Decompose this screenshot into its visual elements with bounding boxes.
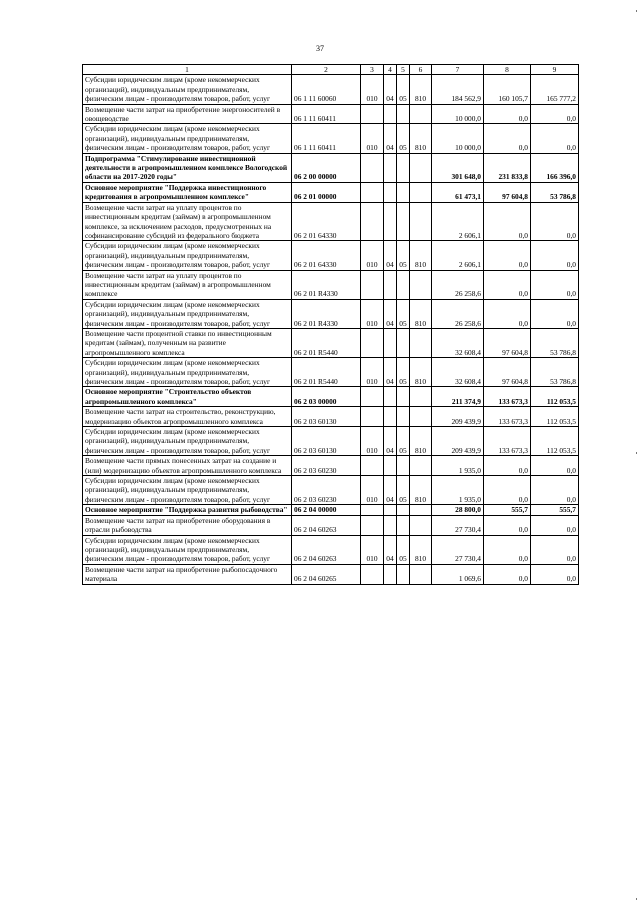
- row-subsection-a: 04: [384, 299, 397, 328]
- row-subsection-b: 05: [397, 124, 410, 153]
- row-section: 010: [361, 535, 384, 564]
- row-value-year-2: 0,0: [484, 456, 531, 476]
- row-subsection-b: [397, 182, 410, 202]
- row-value-year-3: 0,0: [531, 124, 579, 153]
- table-row: [83, 299, 579, 328]
- page-number: 37: [316, 44, 324, 53]
- row-name: Возмещение части затрат на уплату процентов по инвестиционным кредитам (займам) в агропромышленном комплексе: [83, 270, 292, 299]
- row-section: [361, 456, 384, 476]
- row-subsection-a: [384, 328, 397, 357]
- table-row: [83, 427, 579, 456]
- budget-table: [82, 64, 579, 585]
- row-value-year-2: 0,0: [484, 124, 531, 153]
- row-code: 06 2 01 64330: [292, 202, 361, 241]
- row-expense-type: [410, 202, 432, 241]
- row-value-year-3: 0,0: [531, 535, 579, 564]
- scan-edge-mark: [636, 10, 637, 12]
- row-value-year-1: 1 935,0: [432, 456, 484, 476]
- table-row: [83, 564, 579, 584]
- row-expense-type: [410, 153, 432, 182]
- row-value-year-3: 112 053,5: [531, 387, 579, 407]
- row-value-year-1: 28 800,0: [432, 505, 484, 515]
- row-value-year-1: 301 648,0: [432, 153, 484, 182]
- row-value-year-2: 0,0: [484, 104, 531, 124]
- row-expense-type: [410, 387, 432, 407]
- row-section: 010: [361, 241, 384, 270]
- row-code: 06 2 01 R4330: [292, 299, 361, 328]
- row-subsection-a: [384, 407, 397, 427]
- table-row: [83, 505, 579, 515]
- row-code: 06 1 11 60411: [292, 124, 361, 153]
- row-name: Возмещение части прямых понесенных затрат на создание и (или) модернизацию объектов агропромышленного комплекса: [83, 456, 292, 476]
- row-value-year-2: 0,0: [484, 476, 531, 505]
- row-subsection-a: [384, 104, 397, 124]
- row-subsection-b: [397, 515, 410, 535]
- row-value-year-2: 97 604,8: [484, 358, 531, 387]
- row-subsection-b: [397, 328, 410, 357]
- row-value-year-3: 112 053,5: [531, 407, 579, 427]
- row-value-year-3: 53 786,8: [531, 328, 579, 357]
- row-section: 010: [361, 75, 384, 104]
- row-subsection-b: 05: [397, 241, 410, 270]
- row-value-year-3: 0,0: [531, 515, 579, 535]
- row-subsection-b: [397, 387, 410, 407]
- row-value-year-1: 27 730,4: [432, 535, 484, 564]
- row-value-year-2: 0,0: [484, 535, 531, 564]
- row-section: 010: [361, 427, 384, 456]
- row-value-year-3: 0,0: [531, 299, 579, 328]
- row-value-year-3: 53 786,8: [531, 182, 579, 202]
- column-header: 9: [531, 65, 579, 75]
- row-value-year-1: 32 608,4: [432, 358, 484, 387]
- row-code: 06 2 04 60263: [292, 535, 361, 564]
- row-section: [361, 202, 384, 241]
- row-section: 010: [361, 358, 384, 387]
- row-expense-type: [410, 270, 432, 299]
- column-header: 3: [361, 65, 384, 75]
- row-code: 06 2 00 00000: [292, 153, 361, 182]
- row-code: 06 1 11 60060: [292, 75, 361, 104]
- row-value-year-1: 211 374,9: [432, 387, 484, 407]
- column-header: 4: [384, 65, 397, 75]
- row-subsection-b: 05: [397, 476, 410, 505]
- column-header: 8: [484, 65, 531, 75]
- row-subsection-a: [384, 505, 397, 515]
- row-value-year-3: 165 777,2: [531, 75, 579, 104]
- row-code: 06 2 04 00000: [292, 505, 361, 515]
- row-value-year-3: 166 396,0: [531, 153, 579, 182]
- row-subsection-b: 05: [397, 299, 410, 328]
- row-value-year-3: 0,0: [531, 564, 579, 584]
- row-code: 06 2 04 60263: [292, 515, 361, 535]
- row-subsection-a: 04: [384, 427, 397, 456]
- row-section: [361, 564, 384, 584]
- row-value-year-3: 0,0: [531, 270, 579, 299]
- table-row: [83, 328, 579, 357]
- scan-edge-mark: [636, 452, 637, 454]
- row-expense-type: [410, 505, 432, 515]
- row-code: 06 2 01 R4330: [292, 270, 361, 299]
- scan-edge-mark: [636, 898, 637, 900]
- row-code: 06 2 03 60130: [292, 407, 361, 427]
- row-value-year-1: 1 935,0: [432, 476, 484, 505]
- row-value-year-1: 2 606,1: [432, 202, 484, 241]
- row-subsection-a: 04: [384, 358, 397, 387]
- row-subsection-b: 05: [397, 535, 410, 564]
- table-row: [83, 124, 579, 153]
- row-section: 010: [361, 476, 384, 505]
- row-section: [361, 270, 384, 299]
- row-expense-type: [410, 564, 432, 584]
- row-subsection-b: [397, 104, 410, 124]
- row-subsection-b: [397, 270, 410, 299]
- row-subsection-a: [384, 564, 397, 584]
- row-name: Субсидии юридическим лицам (кроме некоммерческих организаций), индивидуальным предпринимателям, физическим лицам - производителям товаров, работ, услуг: [83, 358, 292, 387]
- row-value-year-2: 0,0: [484, 241, 531, 270]
- row-name: Субсидии юридическим лицам (кроме некоммерческих организаций), индивидуальным предпринимателям, физическим лицам - производителям товаров, работ, услуг: [83, 476, 292, 505]
- row-subsection-b: [397, 505, 410, 515]
- row-expense-type: 810: [410, 299, 432, 328]
- row-subsection-a: 04: [384, 75, 397, 104]
- row-expense-type: 810: [410, 476, 432, 505]
- row-subsection-a: [384, 456, 397, 476]
- row-subsection-a: [384, 202, 397, 241]
- row-code: 06 2 01 64330: [292, 241, 361, 270]
- row-name: Возмещение части затрат на строительство, реконструкцию, модернизацию объектов агропромышленного комплекса: [83, 407, 292, 427]
- row-section: [361, 407, 384, 427]
- row-value-year-1: 26 258,6: [432, 270, 484, 299]
- row-section: [361, 515, 384, 535]
- row-expense-type: 810: [410, 535, 432, 564]
- row-value-year-1: 10 000,0: [432, 104, 484, 124]
- row-value-year-2: 231 833,8: [484, 153, 531, 182]
- row-expense-type: [410, 456, 432, 476]
- row-code: 06 2 01 00000: [292, 182, 361, 202]
- row-subsection-a: [384, 182, 397, 202]
- row-value-year-2: 555,7: [484, 505, 531, 515]
- row-value-year-3: 0,0: [531, 241, 579, 270]
- table-header-row: [83, 65, 579, 75]
- row-name: Возмещение части затрат на приобретение энергоносителей в овощеводстве: [83, 104, 292, 124]
- table-row: [83, 75, 579, 104]
- row-subsection-b: [397, 407, 410, 427]
- row-value-year-2: 0,0: [484, 202, 531, 241]
- row-name: Основное мероприятие "Строительство объектов агропромышленного комплекса": [83, 387, 292, 407]
- row-value-year-3: 0,0: [531, 476, 579, 505]
- row-value-year-1: 10 000,0: [432, 124, 484, 153]
- row-value-year-1: 1 069,6: [432, 564, 484, 584]
- row-expense-type: [410, 407, 432, 427]
- row-value-year-1: 209 439,9: [432, 427, 484, 456]
- row-subsection-b: [397, 456, 410, 476]
- row-expense-type: 810: [410, 75, 432, 104]
- row-value-year-2: 0,0: [484, 299, 531, 328]
- column-header: 5: [397, 65, 410, 75]
- row-expense-type: 810: [410, 427, 432, 456]
- row-value-year-2: 97 604,8: [484, 328, 531, 357]
- row-code: 06 2 01 R5440: [292, 328, 361, 357]
- column-header: 6: [410, 65, 432, 75]
- table-row: [83, 476, 579, 505]
- row-section: 010: [361, 124, 384, 153]
- row-name: Основное мероприятие "Поддержка инвестиционного кредитования в агропромышленном комплексе": [83, 182, 292, 202]
- row-subsection-a: 04: [384, 476, 397, 505]
- row-expense-type: [410, 182, 432, 202]
- row-subsection-b: 05: [397, 427, 410, 456]
- row-subsection-b: 05: [397, 75, 410, 104]
- table-row: [83, 456, 579, 476]
- row-subsection-a: [384, 515, 397, 535]
- column-header: 1: [83, 65, 292, 75]
- row-subsection-a: 04: [384, 124, 397, 153]
- table-row: [83, 535, 579, 564]
- row-name: Возмещение части затрат на приобретение оборудования в отрасли рыбоводства: [83, 515, 292, 535]
- row-value-year-2: 97 604,8: [484, 182, 531, 202]
- row-value-year-1: 32 608,4: [432, 328, 484, 357]
- row-value-year-2: 0,0: [484, 270, 531, 299]
- row-code: 06 2 03 60230: [292, 456, 361, 476]
- row-value-year-1: 27 730,4: [432, 515, 484, 535]
- row-code: 06 2 04 60265: [292, 564, 361, 584]
- row-subsection-a: 04: [384, 241, 397, 270]
- row-subsection-a: 04: [384, 535, 397, 564]
- row-value-year-3: 555,7: [531, 505, 579, 515]
- row-subsection-a: [384, 387, 397, 407]
- row-value-year-1: 2 606,1: [432, 241, 484, 270]
- row-name: Субсидии юридическим лицам (кроме некоммерческих организаций), индивидуальным предпринимателям, физическим лицам - производителям товаров, работ, услуг: [83, 535, 292, 564]
- row-section: [361, 387, 384, 407]
- row-expense-type: [410, 328, 432, 357]
- column-header: 2: [292, 65, 361, 75]
- row-section: [361, 104, 384, 124]
- table-row: [83, 407, 579, 427]
- row-value-year-3: 112 053,5: [531, 427, 579, 456]
- row-value-year-1: 209 439,9: [432, 407, 484, 427]
- row-value-year-1: 61 473,1: [432, 182, 484, 202]
- row-value-year-3: 0,0: [531, 456, 579, 476]
- row-section: [361, 182, 384, 202]
- column-header: 7: [432, 65, 484, 75]
- row-section: [361, 505, 384, 515]
- table-row: [83, 270, 579, 299]
- table-row: [83, 515, 579, 535]
- row-value-year-1: 26 258,6: [432, 299, 484, 328]
- row-subsection-a: [384, 153, 397, 182]
- row-name: Субсидии юридическим лицам (кроме некоммерческих организаций), индивидуальным предпринимателям, физическим лицам - производителям товаров, работ, услуг: [83, 299, 292, 328]
- table-row: [83, 153, 579, 182]
- row-subsection-b: 05: [397, 358, 410, 387]
- row-name: Субсидии юридическим лицам (кроме некоммерческих организаций), индивидуальным предпринимателям, физическим лицам - производителям товаров, работ, услуг: [83, 241, 292, 270]
- row-name: Субсидии юридическим лицам (кроме некоммерческих организаций), индивидуальным предпринимателям, физическим лицам - производителям товаров, работ, услуг: [83, 427, 292, 456]
- row-expense-type: 810: [410, 241, 432, 270]
- table-row: [83, 241, 579, 270]
- row-name: Субсидии юридическим лицам (кроме некоммерческих организаций), индивидуальным предпринимателям, физическим лицам - производителям товаров, работ, услуг: [83, 124, 292, 153]
- row-value-year-2: 0,0: [484, 515, 531, 535]
- row-name: Подпрограмма "Стимулирование инвестиционной деятельности в агропромышленном комплексе Вологодской области на 2017-2020 годы": [83, 153, 292, 182]
- table-row: [83, 358, 579, 387]
- row-name: Возмещение части затрат на уплату процентов по инвестиционным кредитам (займам) в агропромышленном комплексе, за исключением расходов, предусмотренных на софинансирование субсидий из федерального бюджета: [83, 202, 292, 241]
- row-subsection-a: [384, 270, 397, 299]
- row-code: 06 2 03 00000: [292, 387, 361, 407]
- row-name: Возмещение части процентной ставки по инвестиционным кредитам (займам), полученным на развитие агропромышленного комплекса: [83, 328, 292, 357]
- row-subsection-b: [397, 564, 410, 584]
- table-row: [83, 387, 579, 407]
- row-section: [361, 153, 384, 182]
- table-row: [83, 104, 579, 124]
- row-code: 06 2 03 60230: [292, 476, 361, 505]
- row-value-year-2: 133 673,3: [484, 427, 531, 456]
- row-name: Субсидии юридическим лицам (кроме некоммерческих организаций), индивидуальным предпринимателям, физическим лицам - производителям товаров, работ, услуг: [83, 75, 292, 104]
- row-value-year-3: 0,0: [531, 104, 579, 124]
- row-expense-type: [410, 515, 432, 535]
- row-subsection-b: [397, 202, 410, 241]
- row-code: 06 2 03 60130: [292, 427, 361, 456]
- row-value-year-2: 133 673,3: [484, 407, 531, 427]
- row-value-year-2: 133 673,3: [484, 387, 531, 407]
- row-subsection-b: [397, 153, 410, 182]
- row-name: Возмещение части затрат на приобретение рыбопосадочного материала: [83, 564, 292, 584]
- row-value-year-3: 0,0: [531, 202, 579, 241]
- row-expense-type: 810: [410, 124, 432, 153]
- row-value-year-2: 0,0: [484, 564, 531, 584]
- row-expense-type: [410, 104, 432, 124]
- row-section: 010: [361, 299, 384, 328]
- row-value-year-2: 160 105,7: [484, 75, 531, 104]
- row-code: 06 2 01 R5440: [292, 358, 361, 387]
- row-code: 06 1 11 60411: [292, 104, 361, 124]
- row-name: Основное мероприятие "Поддержка развития рыбоводства": [83, 505, 292, 515]
- row-expense-type: 810: [410, 358, 432, 387]
- table-row: [83, 182, 579, 202]
- table-row: [83, 202, 579, 241]
- row-section: [361, 328, 384, 357]
- row-value-year-3: 53 786,8: [531, 358, 579, 387]
- row-value-year-1: 184 562,9: [432, 75, 484, 104]
